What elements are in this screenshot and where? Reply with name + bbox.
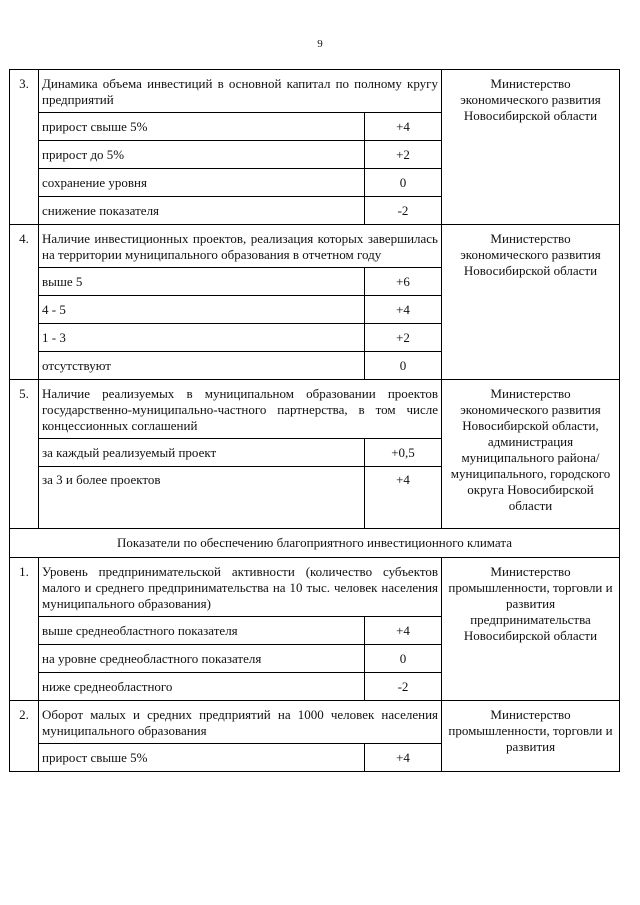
option-points: 0 [365,169,442,197]
row-number: 5. [10,380,39,529]
option-label: сохранение уровня [39,169,365,197]
table-row [10,529,620,558]
responsible-ministry: Министерство промышленности, торговли и развития [442,701,620,772]
indicator-title: Оборот малых и средних предприятий на 1000 человек населения муниципального образования [39,701,442,744]
option-label: за 3 и более проектов [39,467,365,529]
indicator-title: Наличие реализуемых в муниципальном образовании проектов государственно-муниципально-частного партнерства, в том числе концессионных соглашений [39,380,442,439]
indicators-table [9,69,620,772]
option-label: прирост до 5% [39,141,365,169]
option-points: -2 [365,197,442,225]
option-label: прирост свыше 5% [39,744,365,772]
option-points: +4 [365,467,442,529]
responsible-ministry: Министерство экономического развития Новосибирской области [442,70,620,225]
indicator-title: Наличие инвестиционных проектов, реализация которых завершилась на территории муниципального образования в отчетном году [39,225,442,268]
table-row [10,380,620,439]
option-points: 0 [365,352,442,380]
option-points: +4 [365,296,442,324]
page-number: 9 [317,38,323,50]
option-points: +0,5 [365,439,442,467]
indicator-title: Динамика объема инвестиций в основной капитал по полному кругу предприятий [39,70,442,113]
option-label: за каждый реализуемый проект [39,439,365,467]
row-number: 4. [10,225,39,380]
indicator-title: Уровень предпринимательской активности (количество субъектов малого и среднего предпринимательства на 10 тыс. человек населения муниципального образования) [39,558,442,617]
row-number: 1. [10,558,39,701]
table-row [10,225,620,268]
table-row [10,558,620,617]
option-label: снижение показателя [39,197,365,225]
row-number: 3. [10,70,39,225]
option-points: 0 [365,645,442,673]
option-points: +4 [365,617,442,645]
option-points: +2 [365,324,442,352]
option-label: 1 - 3 [39,324,365,352]
option-label: прирост свыше 5% [39,113,365,141]
option-points: +4 [365,744,442,772]
option-points: +2 [365,141,442,169]
responsible-ministry: Министерство экономического развития Новосибирской области [442,225,620,380]
option-points: +6 [365,268,442,296]
table-row [10,701,620,744]
option-label: выше среднеобластного показателя [39,617,365,645]
responsible-ministry: Министерство экономического развития Новосибирской области, администрация муниципального района/муниципального, городского округа Новосибирской области [442,380,620,529]
table-row [10,70,620,113]
responsible-ministry: Министерство промышленности, торговли и развития предпринимательства Новосибирской области [442,558,620,701]
row-number: 2. [10,701,39,772]
option-label: 4 - 5 [39,296,365,324]
option-points: +4 [365,113,442,141]
option-points: -2 [365,673,442,701]
option-label: выше 5 [39,268,365,296]
option-label: отсутствуют [39,352,365,380]
section-title: Показатели по обеспечению благоприятного инвестиционного климата [10,529,620,558]
option-label: на уровне среднеобластного показателя [39,645,365,673]
option-label: ниже среднеобластного [39,673,365,701]
